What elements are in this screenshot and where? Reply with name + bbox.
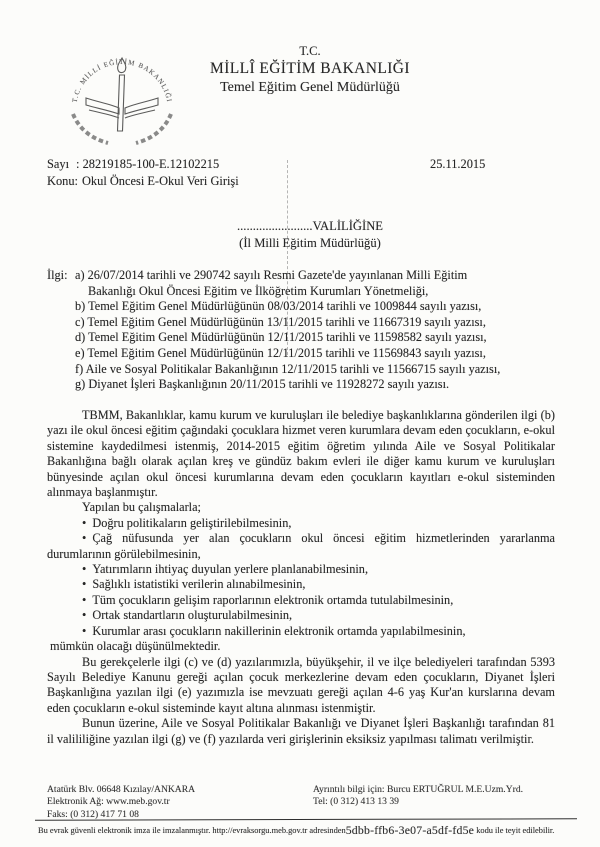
reference-item: Bakanlığı Okul Öncesi Eğitim ve İlköğretim Kurumları Yönetmeliği, — [88, 283, 429, 298]
bullet-text: Sağlıklı istatistiki verilerin alınabilmesinin, — [92, 577, 306, 592]
footer-web-line: Elektronik Ağ: www.meb.gov.tr — [47, 796, 170, 808]
bullet-text: Yatırımların ihtiyaç duyulan yerlere planlanabilmesinin, — [92, 562, 369, 577]
footer-fax-line: Faks: (0 312) 417 71 08 — [47, 808, 139, 820]
bullet-icon: • — [82, 562, 87, 577]
paragraph-2: Yapılan bu çalışmalarla; — [82, 500, 201, 515]
footer-contact-block — [313, 784, 523, 809]
konu-row — [47, 174, 239, 189]
bullet-item — [47, 624, 555, 639]
sayi-row — [47, 157, 219, 172]
seal-arc-text: T.C. MİLLİ EĞİTİM BAKANLIĞI — [70, 57, 174, 104]
konu-label: Konu: — [47, 174, 78, 188]
letter-body — [47, 408, 555, 747]
sayi-value: : 28219185-100-E.12102215 — [76, 157, 220, 171]
reference-item: g) Diyanet İşleri Başkanlığının 20/11/2015 tarihli ve 11928272 sayılı yazısı. — [75, 377, 450, 392]
bullet-icon: • — [82, 577, 87, 592]
paragraph-3: Bu gerekçelerle ilgi (c) ve (d) yazılarımızla, büyükşehir, il ve ilçe belediyeleri tarafından 5393 Sayılı Belediye Kanunu gereği açılan çocuk merkezlerine devam eden çocukların, Diyanet İşleri Başkanlığına yazılan ilgi (e) yazımızla ise mevzuatı gereği açılan 4-6 yaş Kur'an kurslarına devam eden çocukların e-okul sisteminde kayıt altına alınması istenmiştir. — [47, 654, 555, 715]
bullet-closing-line: mümkün olacağı düşünülmektedir. — [50, 639, 221, 654]
bullet-text: Ortak standartların oluşturulabilmesinin, — [92, 608, 293, 623]
bullet-text: Doğru politikaların geliştirilebilmesinin, — [92, 515, 292, 530]
e-signature-verification-line — [38, 823, 590, 838]
letterhead-republic: T.C. — [299, 44, 321, 58]
bullet-item — [47, 593, 555, 608]
footer-address-line: Atatürk Blv. 06648 Kızılay/ANKARA — [47, 784, 196, 795]
bullet-item — [47, 531, 555, 562]
bullet-icon: • — [82, 592, 87, 607]
recipient-line: ........................VALİLİĞİNE — [237, 219, 383, 233]
konu-value: Okul Öncesi E-Okul Veri Girişi — [81, 174, 239, 188]
references-label: İlgi: — [47, 268, 68, 282]
references-lines — [75, 268, 559, 393]
verification-suffix: kodu ile teyit edilebilir. — [476, 826, 555, 835]
paragraph-4: Bunun üzerine, Aile ve Sosyal Politikalar Bakanlığı ve Diyanet İşleri Başkanlığı tarafından 81 il valililiğine yazılan ilgi (g) ve (f) yazılarda veri girişlerinin eksiksiz yapılması talimatı verilmiştir. — [47, 716, 555, 746]
reference-item: c) Temel Eğitim Genel Müdürlüğünün 13/11/2015 tarihli ve 11667319 sayılı yazısı, — [75, 314, 486, 329]
bullet-item — [47, 608, 555, 623]
sayi-label: Sayı — [47, 157, 70, 171]
paragraph-1: TBMM, Bakanlıklar, kamu kurum ve kuruluşları ile belediye başkanlıklarına gönderilen ilgi (b) yazı ile okul öncesi eğitim çağındaki çocuklara hizmet veren kurumlara devam eden çocukların, e-okul sistemine kaydedilmesi istenmiş, 2014-2015 eğitim öğretim yılında Aile ve Sosyal Politikalar Bakanlığına bağlı olarak açılan kreş ve gündüz bakım evleri ile diğer kamu kurum ve kuruluşları bünyesinde açılan okul öncesi kurumlarına devam eden çocukların kayıtları e-okul sisteminden alınmaya başlanmıştır. — [47, 408, 555, 500]
letterhead-directorate: Temel Eğitim Genel Müdürlüğü — [220, 80, 400, 96]
bullet-item — [47, 562, 555, 577]
footer-phone-line: Tel: (0 312) 413 13 39 — [313, 796, 399, 808]
recipient-subline: (İl Milli Eğitim Müdürlüğü) — [239, 236, 381, 250]
footer-address-block — [47, 784, 195, 821]
footer-divider — [35, 818, 577, 820]
bullet-icon: • — [82, 515, 87, 530]
reference-item: e) Temel Eğitim Genel Müdürlüğünün 12/11/2015 tarihli ve 11569843 sayılı yazısı, — [75, 345, 486, 360]
bullet-text: Kurumlar arası çocukların nakillerinin elektronik ortamda yapılabilmesinin, — [92, 623, 466, 638]
reference-item: b) Temel Eğitim Genel Müdürlüğünün 08/03/2014 tarihli ve 1009844 sayılı yazısı, — [75, 299, 482, 314]
reference-item: a) 26/07/2014 tarihli ve 290742 sayılı Resmi Gazete'de yayınlanan Milli Eğitim — [75, 268, 468, 282]
bullet-item — [47, 516, 555, 531]
recipient-block — [100, 218, 520, 252]
bullet-icon: • — [82, 608, 87, 623]
reference-item: d) Temel Eğitim Genel Müdürlüğünün 12/11/2015 tarihli ve 11598582 sayılı yazısı, — [75, 330, 487, 345]
bullet-icon: • — [82, 623, 87, 638]
document-date: 25.11.2015 — [430, 157, 486, 171]
letterhead-ministry: MİLLÎ EĞİTİM BAKANLIĞI — [210, 60, 410, 78]
verification-code: 5dbb-ffb6-3e07-a5df-fd5e — [345, 823, 475, 837]
verification-text: Bu evrak güvenli elektronik imza ile imzalanmıştır. http://evraksorgu.meb.gov.tr adresinden — [38, 826, 346, 835]
bullet-item — [47, 577, 555, 592]
references-block — [47, 268, 559, 393]
bullet-text: Çağ nüfusunda yer alan çocukların okul öncesi eğitim hizmetlerinden yararlanma durumlarının görülebilmesinin, — [47, 531, 555, 561]
footer-contact-line: Ayrıntılı bilgi için: Burcu ERTUĞRUL M.E.Uzm.Yrd. — [313, 784, 524, 795]
reference-item: f) Aile ve Sosyal Politikalar Bakanlığının 12/11/2015 tarihli ve 11566715 sayılı yazısı, — [75, 361, 501, 376]
bullet-icon: • — [82, 531, 87, 546]
bullet-text: Tüm çocukların gelişim raporlarının elektronik ortamda tutulabilmesinin, — [92, 592, 454, 607]
letterhead — [100, 44, 520, 96]
